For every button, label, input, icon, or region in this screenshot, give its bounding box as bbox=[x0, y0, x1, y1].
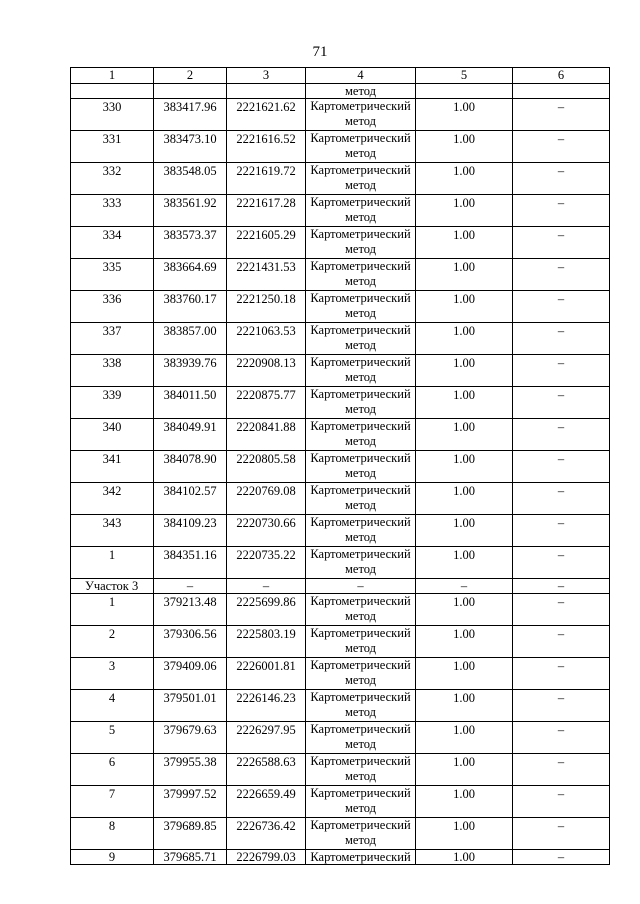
col6-dash: – bbox=[513, 163, 610, 195]
table-row bbox=[71, 818, 610, 850]
method-cell bbox=[306, 131, 416, 163]
coord-x: 384351.16 bbox=[154, 547, 227, 579]
col6-dash: – bbox=[513, 419, 610, 451]
table-row bbox=[71, 658, 610, 690]
point-number: 340 bbox=[71, 419, 154, 451]
coord-x: 379213.48 bbox=[154, 594, 227, 626]
point-number: 337 bbox=[71, 323, 154, 355]
method-cell bbox=[306, 163, 416, 195]
method-line2: метод bbox=[344, 402, 376, 416]
coord-y: 2226799.03 bbox=[227, 850, 306, 865]
method-cell bbox=[306, 658, 416, 690]
method-line1: Картометрический bbox=[310, 99, 411, 113]
point-number: 1 bbox=[71, 594, 154, 626]
coord-y: 2221617.28 bbox=[227, 195, 306, 227]
coord-x: 379501.01 bbox=[154, 690, 227, 722]
table-row bbox=[71, 291, 610, 323]
method-cell bbox=[306, 690, 416, 722]
col6-dash: – bbox=[513, 195, 610, 227]
method-cell bbox=[306, 291, 416, 323]
table-row bbox=[71, 99, 610, 131]
col6-dash: – bbox=[513, 754, 610, 786]
method-cell bbox=[306, 387, 416, 419]
method-cell bbox=[306, 722, 416, 754]
method-line2: метод bbox=[344, 178, 376, 192]
method-cell bbox=[306, 355, 416, 387]
coord-x: 383548.05 bbox=[154, 163, 227, 195]
method-cell bbox=[306, 754, 416, 786]
table-row bbox=[71, 626, 610, 658]
method-cell bbox=[306, 99, 416, 131]
col6-dash: – bbox=[513, 451, 610, 483]
accuracy: 1.00 bbox=[416, 515, 513, 547]
col6-dash: – bbox=[513, 323, 610, 355]
accuracy: 1.00 bbox=[416, 99, 513, 131]
coordinates-table bbox=[70, 67, 610, 865]
table-row bbox=[71, 419, 610, 451]
point-number: 333 bbox=[71, 195, 154, 227]
coord-y: 2221431.53 bbox=[227, 259, 306, 291]
coord-y: 2221621.62 bbox=[227, 99, 306, 131]
method-line1: Картометрический bbox=[306, 850, 416, 865]
coord-x: 383573.37 bbox=[154, 227, 227, 259]
coord-x: 379679.63 bbox=[154, 722, 227, 754]
point-number: 8 bbox=[71, 818, 154, 850]
method-line2: метод bbox=[344, 338, 376, 352]
cell-empty bbox=[416, 84, 513, 99]
point-number: 335 bbox=[71, 259, 154, 291]
cell-empty bbox=[227, 84, 306, 99]
accuracy: 1.00 bbox=[416, 626, 513, 658]
point-number: 343 bbox=[71, 515, 154, 547]
coord-y: 2226736.42 bbox=[227, 818, 306, 850]
col6-dash: – bbox=[513, 355, 610, 387]
col6-dash: – bbox=[513, 259, 610, 291]
accuracy: 1.00 bbox=[416, 227, 513, 259]
method-line2: метод bbox=[344, 498, 376, 512]
col6-dash: – bbox=[513, 658, 610, 690]
point-number: 336 bbox=[71, 291, 154, 323]
method-cell bbox=[306, 451, 416, 483]
coord-y: 2225803.19 bbox=[227, 626, 306, 658]
col6-dash: – bbox=[513, 227, 610, 259]
point-number: 334 bbox=[71, 227, 154, 259]
accuracy: 1.00 bbox=[416, 786, 513, 818]
method-line2: метод bbox=[344, 466, 376, 480]
col6-dash: – bbox=[513, 818, 610, 850]
coord-x: 383417.96 bbox=[154, 99, 227, 131]
method-line1: Картометрический bbox=[310, 483, 411, 497]
method-line1: Картометрический bbox=[310, 451, 411, 465]
method-line1: Картометрический bbox=[310, 419, 411, 433]
coord-x: 379409.06 bbox=[154, 658, 227, 690]
section-dash: – bbox=[513, 579, 610, 594]
table-row bbox=[71, 355, 610, 387]
method-line2: метод bbox=[344, 769, 376, 783]
method-cell bbox=[306, 626, 416, 658]
method-cell bbox=[306, 818, 416, 850]
coord-y: 2226297.95 bbox=[227, 722, 306, 754]
table-row bbox=[71, 451, 610, 483]
method-cell bbox=[306, 195, 416, 227]
point-number: 341 bbox=[71, 451, 154, 483]
coord-y: 2220908.13 bbox=[227, 355, 306, 387]
coord-x: 384049.91 bbox=[154, 419, 227, 451]
coord-x: 383473.10 bbox=[154, 131, 227, 163]
point-number: 331 bbox=[71, 131, 154, 163]
method-line2: метод bbox=[344, 242, 376, 256]
method-line1: Картометрический bbox=[310, 131, 411, 145]
col6-dash: – bbox=[513, 850, 610, 865]
coord-x: 384102.57 bbox=[154, 483, 227, 515]
accuracy: 1.00 bbox=[416, 483, 513, 515]
method-line1: Картометрический bbox=[310, 227, 411, 241]
coord-y: 2226588.63 bbox=[227, 754, 306, 786]
coord-y: 2220769.08 bbox=[227, 483, 306, 515]
coord-y: 2220735.22 bbox=[227, 547, 306, 579]
method-cell bbox=[306, 259, 416, 291]
method-cell bbox=[306, 547, 416, 579]
coord-x: 383664.69 bbox=[154, 259, 227, 291]
method-line2: метод bbox=[344, 146, 376, 160]
accuracy: 1.00 bbox=[416, 259, 513, 291]
method-line1: Картометрический bbox=[310, 195, 411, 209]
table-row bbox=[71, 786, 610, 818]
accuracy: 1.00 bbox=[416, 690, 513, 722]
coord-y: 2220805.58 bbox=[227, 451, 306, 483]
coord-x: 379997.52 bbox=[154, 786, 227, 818]
cell-empty bbox=[71, 84, 154, 99]
section-dash: – bbox=[306, 579, 416, 594]
method-line1: Картометрический bbox=[310, 818, 411, 832]
point-number: 7 bbox=[71, 786, 154, 818]
table-row bbox=[71, 163, 610, 195]
table-row bbox=[71, 131, 610, 163]
header-row bbox=[71, 68, 610, 84]
col6-dash: – bbox=[513, 722, 610, 754]
coord-y: 2226659.49 bbox=[227, 786, 306, 818]
col6-dash: – bbox=[513, 690, 610, 722]
accuracy: 1.00 bbox=[416, 818, 513, 850]
continuation-row bbox=[71, 84, 610, 99]
coord-y: 2220730.66 bbox=[227, 515, 306, 547]
accuracy: 1.00 bbox=[416, 594, 513, 626]
accuracy: 1.00 bbox=[416, 850, 513, 865]
accuracy: 1.00 bbox=[416, 451, 513, 483]
method-line1: Картометрический bbox=[310, 786, 411, 800]
method-line1: Картометрический bbox=[310, 515, 411, 529]
col6-dash: – bbox=[513, 387, 610, 419]
coord-x: 383561.92 bbox=[154, 195, 227, 227]
table-row bbox=[71, 323, 610, 355]
coord-y: 2220841.88 bbox=[227, 419, 306, 451]
method-cell bbox=[306, 483, 416, 515]
method-cell bbox=[306, 227, 416, 259]
method-line1: Картометрический bbox=[310, 387, 411, 401]
method-line1: Картометрический bbox=[310, 163, 411, 177]
point-number: 9 bbox=[71, 850, 154, 865]
col6-dash: – bbox=[513, 99, 610, 131]
method-line1: Картометрический bbox=[310, 658, 411, 672]
coord-x: 379685.71 bbox=[154, 850, 227, 865]
continuation-method: метод bbox=[306, 84, 416, 99]
col6-dash: – bbox=[513, 483, 610, 515]
method-line1: Картометрический bbox=[310, 690, 411, 704]
point-number: 342 bbox=[71, 483, 154, 515]
table-row bbox=[71, 722, 610, 754]
point-number: 3 bbox=[71, 658, 154, 690]
accuracy: 1.00 bbox=[416, 323, 513, 355]
coord-y: 2221250.18 bbox=[227, 291, 306, 323]
coord-y: 2221605.29 bbox=[227, 227, 306, 259]
method-line2: метод bbox=[344, 434, 376, 448]
method-line1: Картометрический bbox=[310, 754, 411, 768]
section-dash: – bbox=[416, 579, 513, 594]
method-cell bbox=[306, 419, 416, 451]
method-line1: Картометрический bbox=[310, 547, 411, 561]
method-line1: Картометрический bbox=[310, 722, 411, 736]
method-line2: метод bbox=[344, 274, 376, 288]
table-row bbox=[71, 594, 610, 626]
accuracy: 1.00 bbox=[416, 722, 513, 754]
table-row bbox=[71, 387, 610, 419]
accuracy: 1.00 bbox=[416, 419, 513, 451]
table-row bbox=[71, 227, 610, 259]
method-line2: метод bbox=[344, 562, 376, 576]
method-line2: метод bbox=[344, 705, 376, 719]
coord-x: 383939.76 bbox=[154, 355, 227, 387]
point-number: 330 bbox=[71, 99, 154, 131]
column-header: 5 bbox=[416, 68, 513, 84]
table-row bbox=[71, 754, 610, 786]
table-row bbox=[71, 547, 610, 579]
col6-dash: – bbox=[513, 131, 610, 163]
method-line1: Картометрический bbox=[310, 594, 411, 608]
section-dash: – bbox=[154, 579, 227, 594]
col6-dash: – bbox=[513, 594, 610, 626]
column-header: 1 bbox=[71, 68, 154, 84]
method-line2: метод bbox=[344, 530, 376, 544]
point-number: 1 bbox=[71, 547, 154, 579]
method-cell bbox=[306, 323, 416, 355]
point-number: 332 bbox=[71, 163, 154, 195]
method-line2: метод bbox=[344, 833, 376, 847]
page-number: 71 bbox=[312, 44, 328, 60]
coord-x: 383857.00 bbox=[154, 323, 227, 355]
point-number: 6 bbox=[71, 754, 154, 786]
method-line1: Картометрический bbox=[310, 291, 411, 305]
method-line2: метод bbox=[344, 306, 376, 320]
col6-dash: – bbox=[513, 626, 610, 658]
method-cell bbox=[306, 786, 416, 818]
coord-x: 384011.50 bbox=[154, 387, 227, 419]
coord-x: 379689.85 bbox=[154, 818, 227, 850]
point-number: 5 bbox=[71, 722, 154, 754]
coord-y: 2225699.86 bbox=[227, 594, 306, 626]
method-line2: метод bbox=[344, 370, 376, 384]
method-line2: метод bbox=[344, 210, 376, 224]
accuracy: 1.00 bbox=[416, 547, 513, 579]
coord-y: 2226001.81 bbox=[227, 658, 306, 690]
column-header: 4 bbox=[306, 68, 416, 84]
method-cell bbox=[306, 594, 416, 626]
cell-empty bbox=[154, 84, 227, 99]
coord-y: 2226146.23 bbox=[227, 690, 306, 722]
method-line2: метод bbox=[344, 609, 376, 623]
accuracy: 1.00 bbox=[416, 195, 513, 227]
coord-y: 2220875.77 bbox=[227, 387, 306, 419]
col6-dash: – bbox=[513, 547, 610, 579]
method-line2: метод bbox=[344, 641, 376, 655]
accuracy: 1.00 bbox=[416, 754, 513, 786]
coord-x: 383760.17 bbox=[154, 291, 227, 323]
accuracy: 1.00 bbox=[416, 355, 513, 387]
table-row bbox=[71, 690, 610, 722]
coord-x: 379306.56 bbox=[154, 626, 227, 658]
col6-dash: – bbox=[513, 291, 610, 323]
column-header: 6 bbox=[513, 68, 610, 84]
section-row bbox=[71, 579, 610, 594]
section-dash: – bbox=[227, 579, 306, 594]
table-row bbox=[71, 259, 610, 291]
coord-x: 379955.38 bbox=[154, 754, 227, 786]
table-row bbox=[71, 515, 610, 547]
method-line1: Картометрический bbox=[310, 355, 411, 369]
point-number: 338 bbox=[71, 355, 154, 387]
method-line1: Картометрический bbox=[310, 323, 411, 337]
column-header: 3 bbox=[227, 68, 306, 84]
method-line2: метод bbox=[344, 801, 376, 815]
accuracy: 1.00 bbox=[416, 291, 513, 323]
method-line1: Картометрический bbox=[310, 626, 411, 640]
coord-y: 2221616.52 bbox=[227, 131, 306, 163]
accuracy: 1.00 bbox=[416, 163, 513, 195]
accuracy: 1.00 bbox=[416, 658, 513, 690]
col6-dash: – bbox=[513, 515, 610, 547]
method-line1: Картометрический bbox=[310, 259, 411, 273]
table-row-last bbox=[71, 850, 610, 865]
method-line2: метод bbox=[344, 673, 376, 687]
coord-y: 2221063.53 bbox=[227, 323, 306, 355]
accuracy: 1.00 bbox=[416, 387, 513, 419]
table-row bbox=[71, 195, 610, 227]
table-row bbox=[71, 483, 610, 515]
point-number: 4 bbox=[71, 690, 154, 722]
cell-empty bbox=[513, 84, 610, 99]
method-cell bbox=[306, 515, 416, 547]
col6-dash: – bbox=[513, 786, 610, 818]
section-label: Участок 3 bbox=[71, 579, 154, 594]
point-number: 339 bbox=[71, 387, 154, 419]
accuracy: 1.00 bbox=[416, 131, 513, 163]
method-line2: метод bbox=[344, 737, 376, 751]
column-header: 2 bbox=[154, 68, 227, 84]
coord-x: 384109.23 bbox=[154, 515, 227, 547]
coord-y: 2221619.72 bbox=[227, 163, 306, 195]
coord-x: 384078.90 bbox=[154, 451, 227, 483]
point-number: 2 bbox=[71, 626, 154, 658]
method-line2: метод bbox=[344, 114, 376, 128]
